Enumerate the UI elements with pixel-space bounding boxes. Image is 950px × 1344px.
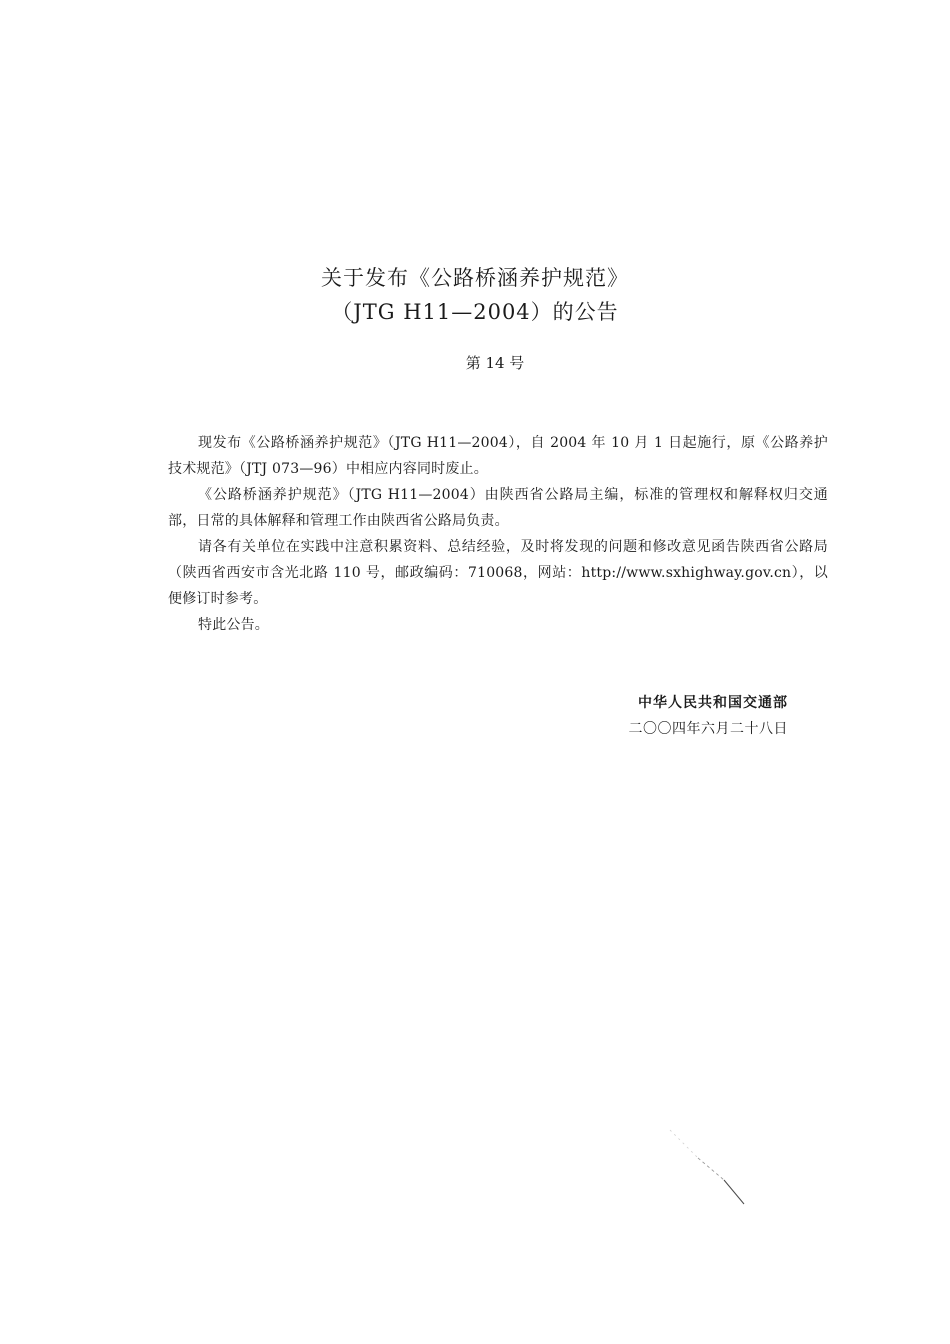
paragraph-1: 现发布《公路桥涵养护规范》（JTG H11—2004），自 2004 年 10 月 1 日起施行，原《公路养护技术规范》（JTJ 073—96）中相应内容同时废止。 — [168, 435, 828, 477]
signing-organization: 中华人民共和国交通部 — [638, 695, 788, 711]
announcement-number: 第 14 号 — [465, 354, 525, 372]
signing-date: 二〇〇四年六月二十八日 — [628, 721, 788, 737]
paragraph-3: 请各有关单位在实践中注意积累资料、总结经验，及时将发现的问题和修改意见函告陕西省公路局（陕西省西安市含光北路 110 号，邮政编码：710068，网站：http://www.sxhighway.gov.cn），以便修订时参考。 — [168, 539, 828, 607]
document-title-line-2: （JTG H11—2004）的公告 — [331, 300, 619, 324]
announcement-body — [168, 430, 828, 638]
paragraph-2: 《公路桥涵养护规范》（JTG H11—2004）由陕西省公路局主编，标准的管理权和解释权归交通部，日常的具体解释和管理工作由陕西省公路局负责。 — [168, 487, 828, 529]
paragraph-4: 特此公告。 — [198, 617, 269, 633]
scan-artifact-mark — [668, 1128, 758, 1218]
document-title-line-1: 关于发布《公路桥涵养护规范》 — [321, 266, 629, 290]
